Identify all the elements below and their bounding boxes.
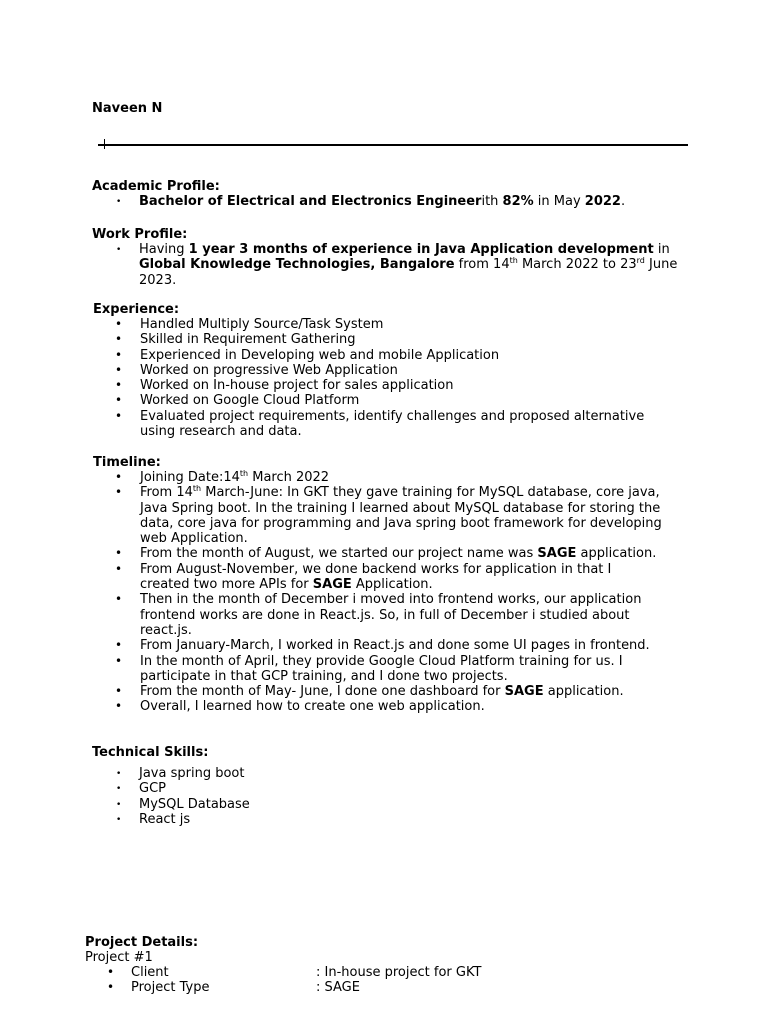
text: Worked on progressive Web Application bbox=[140, 362, 398, 378]
list-item bbox=[93, 562, 693, 593]
text: frontend works are done in React.js. So, in full of December i studied about bbox=[140, 607, 630, 623]
list-item bbox=[93, 393, 693, 408]
bullet: • bbox=[115, 638, 123, 653]
text: Evaluated project requirements, identify challenges and proposed alternative bbox=[140, 408, 645, 424]
text: From the month of August, we started our project name was bbox=[140, 546, 538, 562]
sup: th bbox=[192, 484, 202, 494]
text: Then in the month of December i moved into frontend works, our application bbox=[140, 592, 642, 608]
bullet: • bbox=[115, 332, 123, 347]
bullet: • bbox=[115, 347, 123, 362]
list-item bbox=[92, 194, 692, 209]
list-item bbox=[93, 638, 693, 653]
list-item bbox=[93, 332, 693, 347]
bullet: • bbox=[116, 769, 122, 779]
academic-title: Academic Profile: bbox=[92, 179, 220, 194]
list-item bbox=[93, 317, 693, 332]
bullet: • bbox=[115, 546, 123, 561]
text: in bbox=[653, 242, 670, 257]
text: Worked on Google Cloud Platform bbox=[140, 393, 360, 409]
skills-section bbox=[92, 745, 692, 827]
field-value: : SAGE bbox=[316, 980, 360, 996]
text: Skilled in Requirement Gathering bbox=[140, 332, 356, 348]
bullet: • bbox=[116, 245, 122, 255]
sup: rd bbox=[636, 256, 645, 266]
list-item bbox=[85, 965, 705, 980]
field-label: Client bbox=[131, 965, 169, 980]
text: using research and data. bbox=[140, 424, 302, 440]
bullet: • bbox=[115, 592, 123, 607]
text: GCP bbox=[139, 781, 166, 797]
text: Having bbox=[139, 242, 189, 257]
bullet: • bbox=[116, 784, 122, 795]
bullet: • bbox=[115, 684, 123, 699]
list-item bbox=[85, 980, 705, 995]
bullet: • bbox=[115, 408, 123, 423]
divider-tick bbox=[104, 139, 105, 149]
text: June bbox=[644, 257, 678, 273]
sage-keyword: SAGE bbox=[504, 684, 544, 700]
timeline-title: Timeline: bbox=[93, 455, 161, 470]
bullet: • bbox=[107, 965, 115, 979]
list-item bbox=[92, 781, 692, 796]
bullet: • bbox=[115, 362, 123, 377]
list-item bbox=[92, 812, 692, 827]
list-item bbox=[92, 242, 692, 288]
experience-title: Experience: bbox=[93, 302, 180, 317]
text: application. bbox=[576, 546, 657, 562]
text: ith bbox=[481, 194, 503, 209]
list-item bbox=[93, 470, 693, 485]
sup: th bbox=[509, 256, 518, 266]
text: created two more APIs for bbox=[140, 577, 313, 593]
text: MySQL Database bbox=[139, 796, 250, 812]
list-item bbox=[93, 699, 693, 714]
bullet: • bbox=[116, 197, 122, 207]
text: Worked on In-house project for sales application bbox=[140, 378, 454, 394]
text: web Application. bbox=[140, 531, 248, 547]
bullet: • bbox=[115, 561, 123, 576]
text: From 14 bbox=[140, 485, 193, 501]
list-item bbox=[92, 766, 692, 781]
work-title: Work Profile: bbox=[92, 227, 188, 242]
project-title: Project Details: bbox=[85, 935, 199, 950]
list-item bbox=[93, 485, 693, 546]
text: Joining Date:14 bbox=[140, 470, 240, 485]
skills-title: Technical Skills: bbox=[92, 745, 209, 760]
bullet: • bbox=[115, 485, 123, 500]
text: In the month of April, they provide Google Cloud Platform training for us. I bbox=[140, 653, 623, 669]
degree: Bachelor of Electrical and Electronics Engineer bbox=[139, 194, 482, 209]
candidate-name: Naveen N bbox=[92, 101, 163, 116]
percentage: 82% bbox=[502, 194, 534, 209]
project-section bbox=[85, 935, 705, 996]
experience-summary: 1 year 3 months of experience in Java Application development bbox=[188, 242, 654, 257]
text: Java spring boot bbox=[139, 766, 245, 781]
list-item bbox=[93, 684, 693, 699]
text: from 14 bbox=[454, 257, 510, 273]
text: Handled Multiply Source/Task System bbox=[140, 317, 384, 332]
field-value: : In-house project for GKT bbox=[316, 965, 482, 980]
list-item bbox=[92, 797, 692, 812]
project-number: Project #1 bbox=[85, 950, 153, 965]
bullet: • bbox=[107, 980, 115, 995]
text: March-June: In GKT they gave training for MySQL database, core java, bbox=[201, 485, 660, 501]
timeline-section bbox=[93, 455, 693, 715]
sage-keyword: SAGE bbox=[312, 577, 352, 593]
bullet: • bbox=[116, 799, 122, 810]
field-label: Project Type bbox=[131, 980, 210, 996]
experience-section bbox=[93, 302, 693, 439]
text: March 2022 bbox=[248, 470, 330, 485]
text: March 2022 to 23 bbox=[517, 257, 637, 273]
list-item bbox=[93, 378, 693, 393]
year: 2022 bbox=[584, 194, 621, 209]
bullet: • bbox=[116, 814, 122, 825]
text: Overall, I learned how to create one web application. bbox=[140, 699, 485, 715]
text: Experienced in Developing web and mobile Application bbox=[140, 347, 500, 363]
text: application. bbox=[543, 684, 624, 700]
bullet: • bbox=[115, 699, 123, 714]
text: react.js. bbox=[140, 622, 192, 638]
list-item bbox=[93, 546, 693, 561]
list-item bbox=[93, 348, 693, 363]
sage-keyword: SAGE bbox=[537, 546, 577, 562]
company: Global Knowledge Technologies, Bangalore bbox=[139, 257, 455, 273]
list-item bbox=[93, 363, 693, 378]
list-item bbox=[93, 592, 693, 638]
text: Java Spring boot. In the training I learned about MySQL database for storing the bbox=[140, 500, 661, 516]
text: in May bbox=[533, 194, 585, 209]
text: From August-November, we done backend works for application in that I bbox=[140, 561, 612, 577]
text: From the month of May- June, I done one dashboard for bbox=[140, 684, 505, 700]
list-item bbox=[93, 654, 693, 685]
list-item bbox=[93, 409, 693, 440]
bullet: • bbox=[115, 317, 123, 331]
text: data, core java for programming and Java spring boot framework for developing bbox=[140, 515, 662, 531]
sup: th bbox=[239, 469, 249, 478]
academic-section bbox=[92, 179, 692, 209]
bullet: • bbox=[115, 393, 123, 408]
header-divider bbox=[98, 144, 688, 146]
bullet: • bbox=[115, 653, 123, 668]
bullet: • bbox=[115, 470, 123, 484]
text: . bbox=[620, 194, 626, 209]
work-section bbox=[92, 227, 692, 288]
text: 2023. bbox=[139, 272, 177, 288]
bullet: • bbox=[115, 378, 123, 393]
text: React js bbox=[139, 811, 191, 827]
text: participate in that GCP training, and I done two projects. bbox=[140, 668, 508, 684]
text: Application. bbox=[351, 577, 433, 593]
text: From January-March, I worked in React.js and done some UI pages in frontend. bbox=[140, 638, 650, 654]
